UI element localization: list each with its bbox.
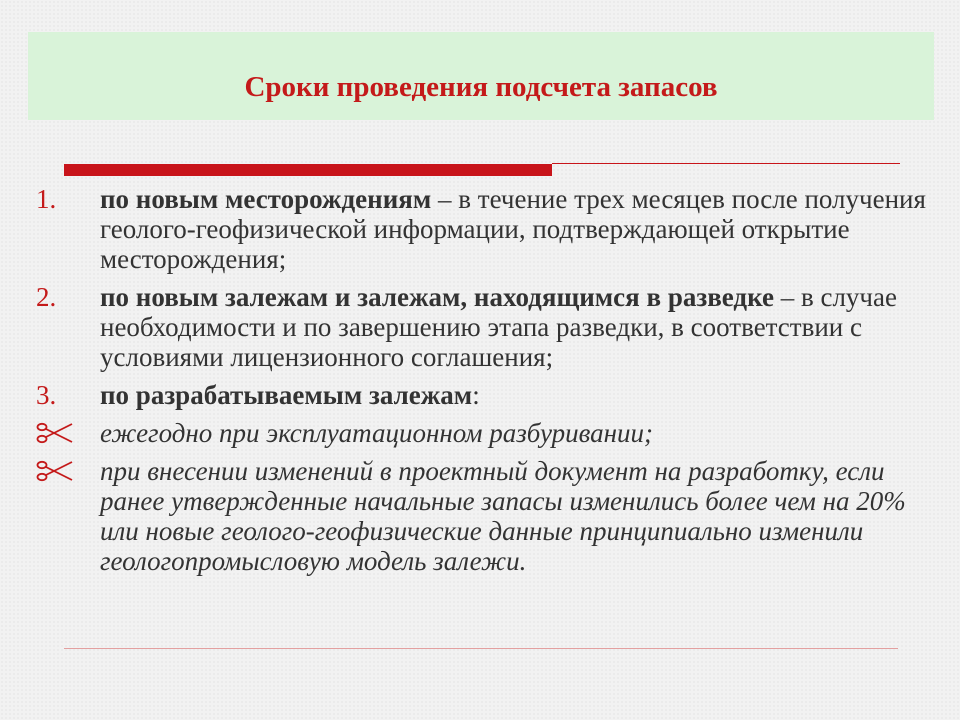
slide-title: Сроки проведения подсчета запасов <box>244 71 718 103</box>
slide-body <box>36 184 936 576</box>
scissors-icon <box>36 458 76 484</box>
list-item-2 <box>36 282 936 372</box>
title-banner <box>28 32 934 120</box>
item-text: – в течение трех месяцев после получения геолого-геофизической информации, подтверждающей открытие месторождения; <box>100 184 926 274</box>
item-heading: по разрабатываемым залежам <box>100 380 473 410</box>
title-underline-thin <box>552 163 900 164</box>
list-number: 3. <box>36 380 57 410</box>
sub-item-1 <box>36 418 936 448</box>
list-item-1 <box>36 184 936 274</box>
item-text: – в случае необходимости и по завершению этапа разведки, в соответствии с условиями лицензионного соглашения; <box>100 282 897 372</box>
title-underline-thick <box>64 164 552 176</box>
sub-item-text: ежегодно при эксплуатационном разбуривании; <box>100 418 654 448</box>
sub-item-2 <box>36 456 936 576</box>
item-text: : <box>472 380 480 410</box>
bottom-divider <box>64 648 898 649</box>
list-number: 1. <box>36 184 57 214</box>
scissors-icon <box>36 420 76 446</box>
item-heading: по новым месторождениям <box>100 184 432 214</box>
sub-item-text: при внесении изменений в проектный документ на разработку, если ранее утвержденные начальные запасы изменились более чем на 20% или новые геолого-геофизические данные принципиально изменили геологопромысловую модель залежи. <box>100 456 906 576</box>
item-heading: по новым залежам и залежам, находящимся в разведке <box>100 282 774 312</box>
list-item-3 <box>36 380 936 410</box>
list-number: 2. <box>36 282 57 312</box>
